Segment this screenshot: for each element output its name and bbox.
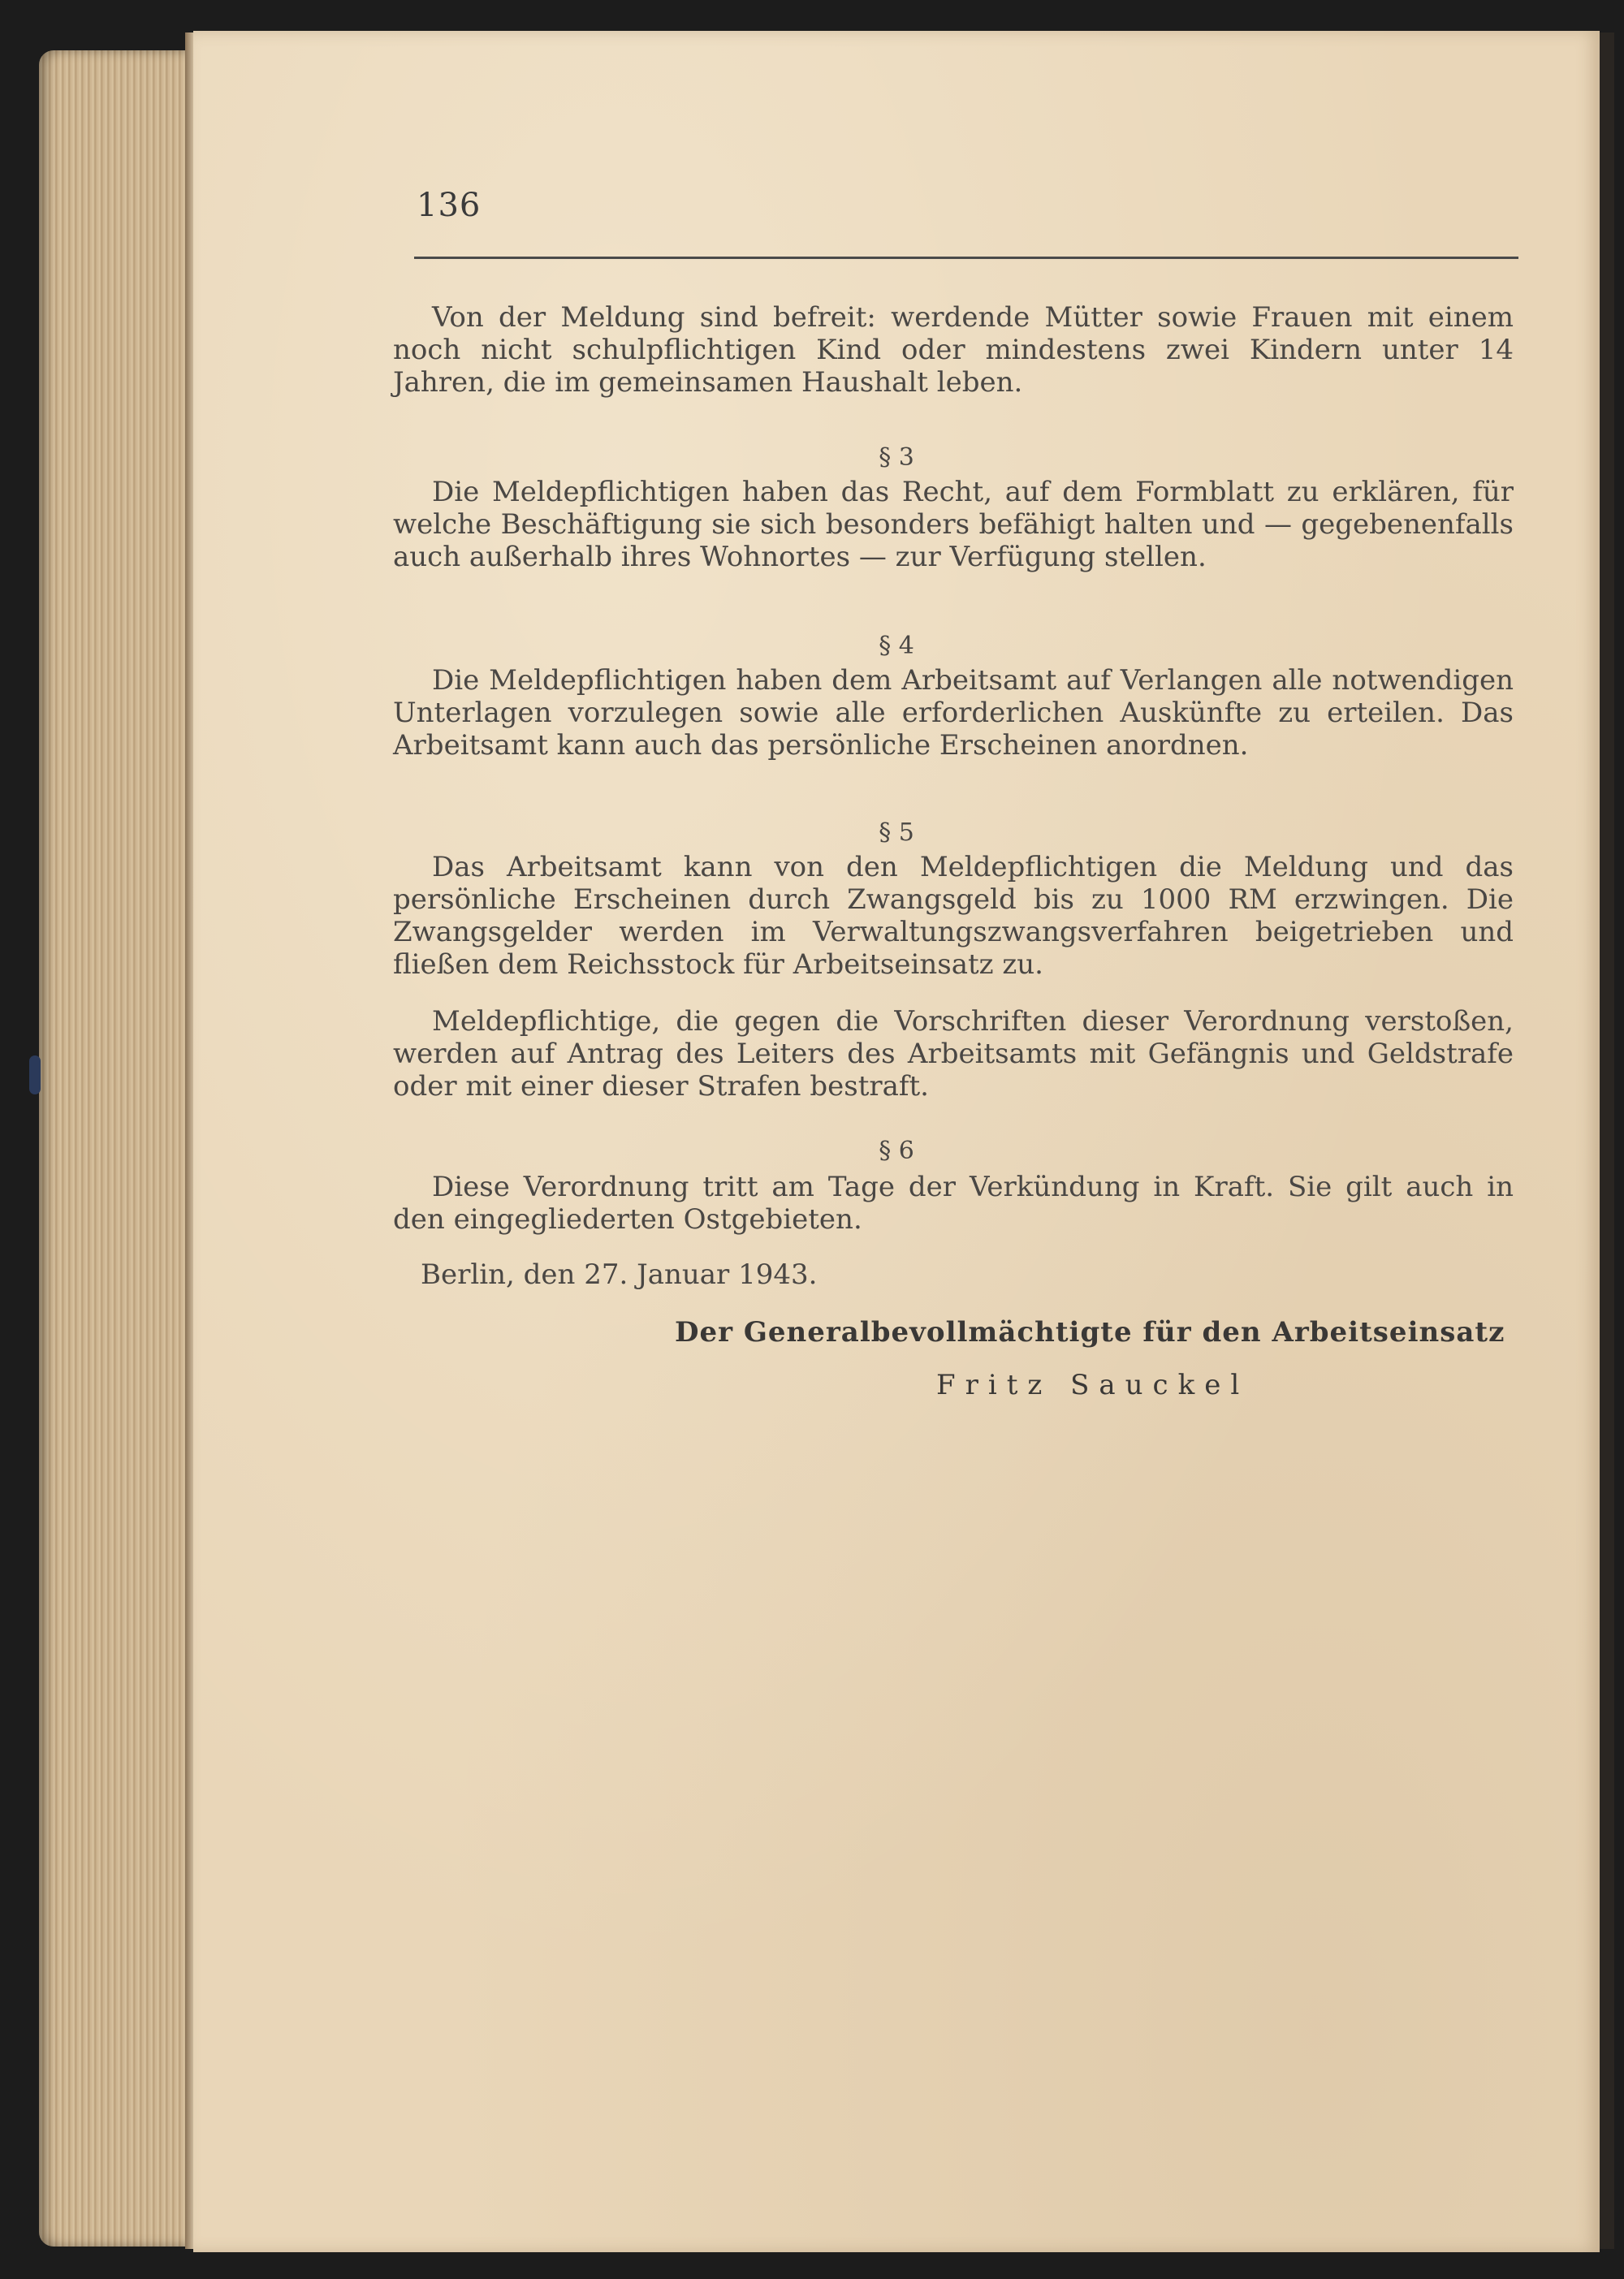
ink-mark	[29, 1055, 41, 1094]
right-dark-border	[1598, 32, 1614, 2249]
paragraph-section-5: Das Arbeitsamt kann von den Meldepflichtigen die Meldung und das persönliche Erscheinen durch Zwangsgeld bis zu 1000 RM erzwingen. Die Zwangsgelder werden im Verwaltungszwangsverfahren beigetrieben und fließen dem Reichsstock für Arbeitseinsatz zu.	[393, 851, 1514, 981]
page-edges	[39, 50, 193, 2247]
header-rule	[414, 257, 1518, 259]
paragraph-penalties: Meldepflichtige, die gegen die Vorschriften dieser Verordnung verstoßen, werden auf Antrag des Leiters des Arbeitsamts mit Gefängnis und Geldstrafe oder mit einer dieser Strafen bestraft.	[393, 1005, 1514, 1103]
paragraph-section-6: Diese Verordnung tritt am Tage der Verkündung in Kraft. Sie gilt auch in den eingegliederten Ostgebieten.	[393, 1171, 1514, 1236]
paragraph-section-4: Die Meldepflichtigen haben dem Arbeitsamt auf Verlangen alle notwendigen Unterlagen vorzulegen sowie alle erforderlichen Auskünfte zu erteilen. Das Arbeitsamt kann auch das persönliche Erscheinen anordnen.	[393, 664, 1514, 762]
section-4-heading: § 4	[879, 632, 914, 660]
book-page	[193, 31, 1600, 2252]
section-6-heading: § 6	[879, 1137, 914, 1165]
signer-name: Fritz Sauckel	[936, 1369, 1250, 1401]
section-5-heading: § 5	[879, 818, 914, 847]
page-number: 136	[417, 187, 482, 224]
date-line: Berlin, den 27. Januar 1943.	[421, 1258, 818, 1291]
paragraph-section-3: Die Meldepflichtigen haben das Recht, auf dem Formblatt zu erklären, für welche Beschäftigung sie sich besonders befähigt halten und — gegebenenfalls auch außerhalb ihres Wohnortes — zur Verfügung stellen.	[393, 476, 1514, 573]
section-3-heading: § 3	[879, 443, 914, 472]
signer-title: Der Generalbevollmächtigte für den Arbeitseinsatz	[675, 1316, 1505, 1349]
paragraph-exemptions: Von der Meldung sind befreit: werdende Mütter sowie Frauen mit einem noch nicht schulpflichtigen Kind oder mindestens zwei Kindern unter 14 Jahren, die im gemeinsamen Haushalt leben.	[393, 301, 1514, 399]
